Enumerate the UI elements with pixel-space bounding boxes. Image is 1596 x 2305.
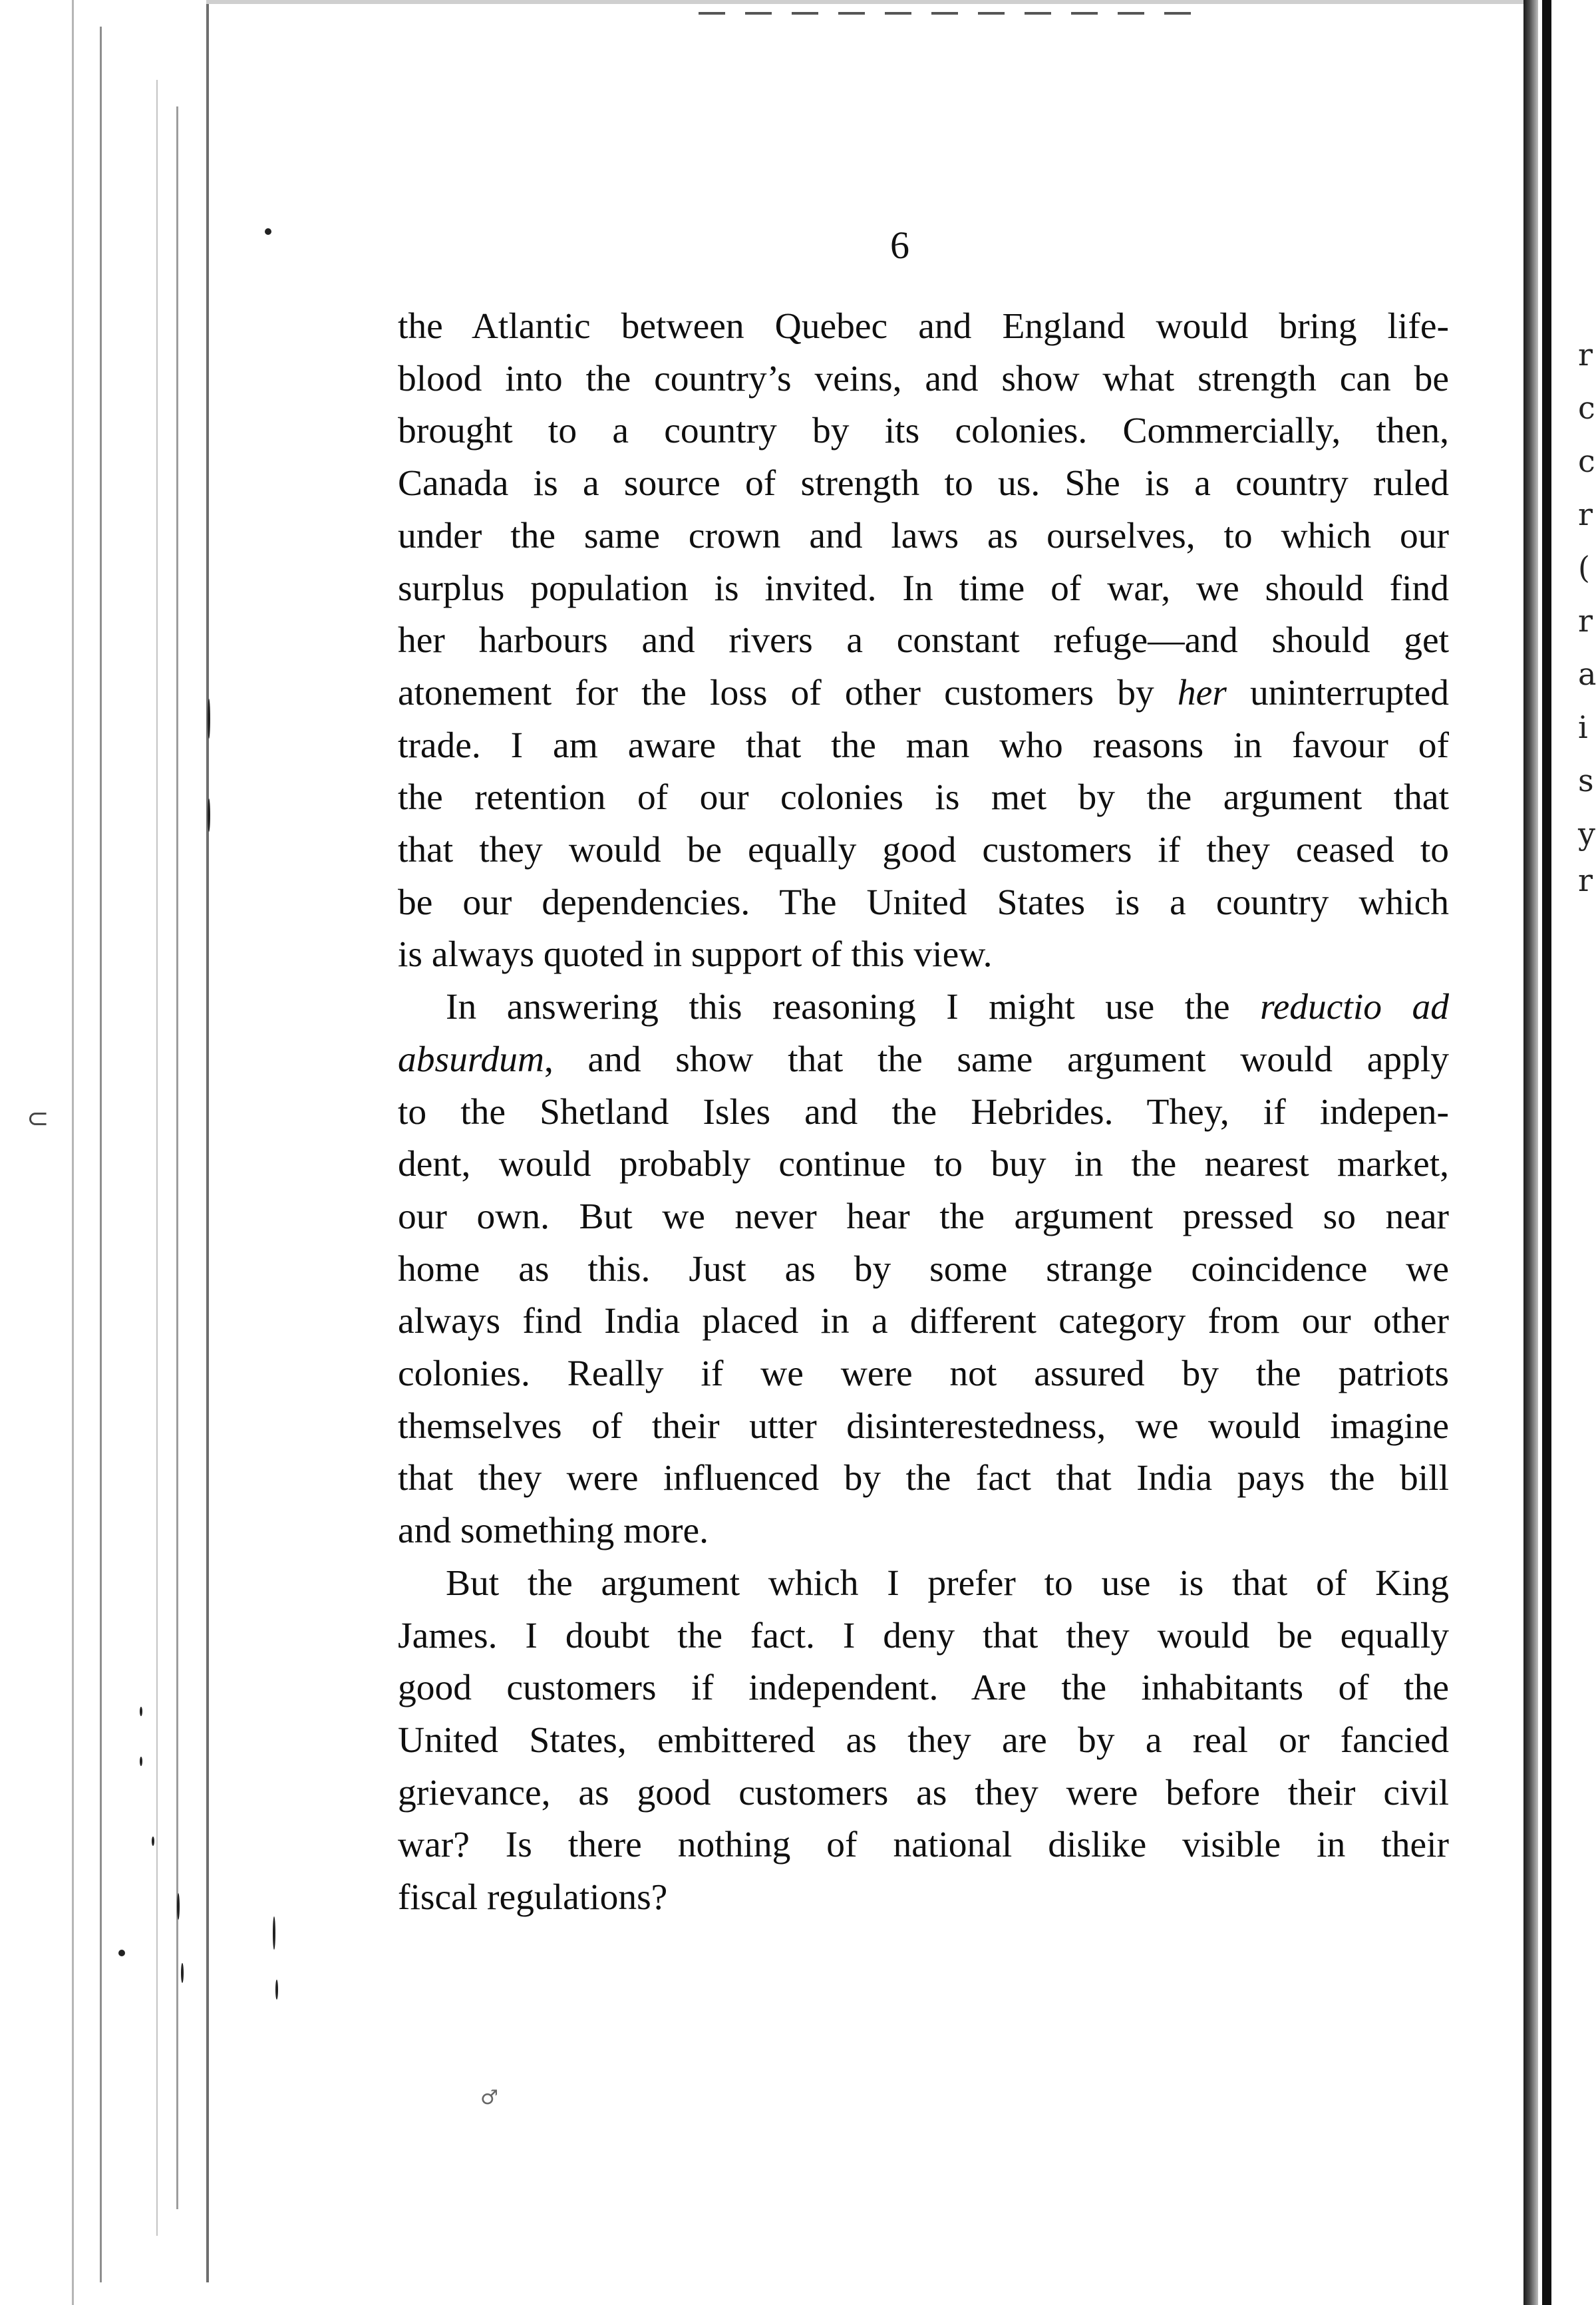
paragraph xyxy=(398,1558,1449,1924)
paragraph xyxy=(398,981,1449,1558)
text-line: that they would be equally good customers if they ceased to xyxy=(398,830,1449,871)
text-line: trade. I am aware that the man who reasons in favour of xyxy=(398,725,1449,766)
body-text xyxy=(398,301,1449,1924)
page-top-edge xyxy=(206,0,1550,4)
text-line: blood into the country’s veins, and show what strength can be xyxy=(398,358,1449,399)
text-line: the Atlantic between Quebec and England would bring life- xyxy=(398,306,1449,347)
facing-page-fragment: c xyxy=(1578,390,1595,426)
text-line: Canada is a source of strength to us. She is a country ruled xyxy=(398,463,1449,504)
page-edge xyxy=(100,27,102,2282)
speck xyxy=(208,699,210,739)
facing-page-fragment: c xyxy=(1578,443,1595,479)
text-line: fiscal regulations? xyxy=(398,1877,668,1918)
speck xyxy=(208,798,210,832)
text-line: themselves of their utter disinterestedness, we would imagine xyxy=(398,1405,1449,1447)
speck xyxy=(140,1707,142,1716)
facing-page-fragment: a xyxy=(1578,656,1596,692)
facing-page-fragment: r xyxy=(1578,862,1593,898)
text-line: our own. But we never hear the argument pressed so near xyxy=(398,1196,1449,1237)
page-edge xyxy=(156,80,158,2236)
text-line: be our dependencies. The United States is a country which xyxy=(398,882,1449,923)
page-edge xyxy=(206,0,209,2282)
text-line: dent, would probably continue to buy in the nearest market, xyxy=(398,1144,1449,1185)
text-line: her harbours and rivers a constant refuge—and should get xyxy=(398,620,1449,661)
gutter-shadow xyxy=(1523,0,1538,2305)
text-line: surplus population is invited. In time of war, we should find xyxy=(398,568,1449,609)
text-line: In answering this reasoning I might use the reductio ad xyxy=(446,987,1449,1028)
facing-page-fragment: s xyxy=(1578,763,1594,798)
page-edge xyxy=(72,0,74,2305)
text-line: James. I doubt the fact. I deny that they would be equally xyxy=(398,1615,1449,1656)
speck xyxy=(177,1893,180,1920)
text-line: and something more. xyxy=(398,1510,709,1552)
speck xyxy=(273,1916,275,1950)
text-line: United States, embittered as they are by a real or fancied xyxy=(398,1719,1449,1761)
facing-page-fragment: r xyxy=(1578,603,1593,639)
speck xyxy=(181,1963,184,1983)
text-line: the retention of our colonies is met by the argument that xyxy=(398,777,1449,818)
text-line: atonement for the loss of other customers by her uninterrupted xyxy=(398,672,1449,713)
facing-page-fragment: i xyxy=(1578,709,1588,745)
text-line: good customers if independent. Are the inhabitants of the xyxy=(398,1668,1449,1709)
text-line: grievance, as good customers as they were before their civil xyxy=(398,1772,1449,1813)
speck xyxy=(152,1837,154,1846)
text-line: brought to a country by its colonies. Commercially, then, xyxy=(398,411,1449,452)
margin-mark-bottom: ♂ xyxy=(480,2086,498,2109)
page-number: 6 xyxy=(890,224,909,267)
text-line: absurdum, and show that the same argument would apply xyxy=(398,1039,1449,1080)
facing-page-fragment: r xyxy=(1578,337,1593,373)
facing-page-fragment: ( xyxy=(1578,550,1590,586)
speck xyxy=(140,1757,142,1766)
text-line: always find India placed in a different category from our other xyxy=(398,1301,1449,1342)
text-line: war? Is there nothing of national dislike visible in their xyxy=(398,1825,1449,1866)
speck xyxy=(118,1950,125,1956)
page-top-dash xyxy=(699,12,1204,15)
text-line: But the argument which I prefer to use is that of King xyxy=(446,1562,1449,1604)
text-line: is always quoted in support of this view. xyxy=(398,934,993,975)
text-line: under the same crown and laws as ourselves, to which our xyxy=(398,515,1449,556)
paragraph xyxy=(398,301,1449,981)
speck xyxy=(275,1980,278,2000)
gutter-dark-band xyxy=(1542,0,1551,2305)
margin-mark-left: ⊂ xyxy=(27,1103,49,1134)
facing-page-fragment: r xyxy=(1578,496,1593,532)
text-line: that they were influenced by the fact that India pays the bill xyxy=(398,1458,1449,1499)
text-line: colonies. Really if we were not assured by the patriots xyxy=(398,1353,1449,1395)
facing-page-fragment: y xyxy=(1578,816,1595,852)
speck xyxy=(265,228,271,235)
text-line: to the Shetland Isles and the Hebrides. They, if indepen- xyxy=(398,1091,1449,1133)
text-line: home as this. Just as by some strange coincidence we xyxy=(398,1248,1449,1290)
